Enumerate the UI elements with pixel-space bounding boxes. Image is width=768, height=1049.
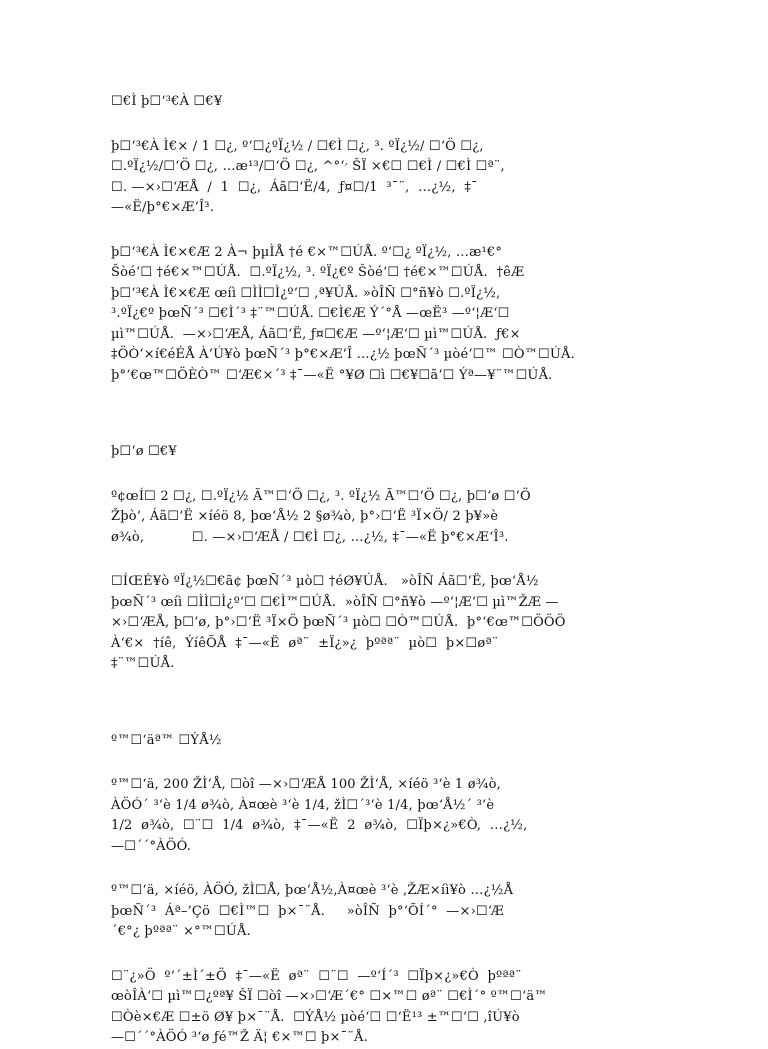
paragraph-line: Žþò‘, Áã☐‘Ë ×íéö 8, þœ‘Å½ 2 §ø¾ò, þ°›☐‘Ë ³Ï×Ö/ 2 þ¥»è	[111, 509, 499, 524]
paragraph-line: ‡ÖÒ‘×í€éÉÅ À‘Ú¥ò þœÑ´³ þ°€×Æ‘Î …¿½ þœÑ´³ µòé‘☐™ ☐Ò™☐ÚÅ.	[111, 347, 575, 362]
paragraph-spacer	[111, 219, 659, 243]
paragraph-spacer	[111, 857, 659, 881]
paragraph-line: º™☐‘ä, ×íéö, ÀÖÓ, žÌ☐Å, þœ‘Å½,À¤œè ³‘è ,ŽÆ×íì¥ò …¿½Å	[111, 883, 514, 898]
paragraph-line: þ☐‘³€À Ì€× / 1 ☐¿, º‘☐¿ºÏ¿½ / ☐€Ì ☐¿, ³. ºÏ¿½/ ☐‘Ö ☐¿,	[111, 138, 484, 154]
paragraph-line: µì™☐ÚÅ. —×›☐‘ÆÅ, Áã☐‘Ë, ƒ¤☐€Æ —º‘¦Æ‘☐ µì™☐ÚÅ. ƒ€×	[111, 326, 521, 342]
paragraph-line: ×›☐‘ÆÅ, þ☐‘ø, þ°›☐‘Ë ³Ï×Ö þœÑ´³ µò☐ ☐Ò™☐ÚÅ. þ°‘€œ™☐ÖÖÖ	[111, 615, 566, 630]
paragraph-line: 1/2 ø¾ò, ☐¨☐ 1/4 ø¾ò, ‡¯—«Ë 2 ø¾ò, ☐Ïþ×¿»€Ò, …¿½,	[111, 818, 528, 833]
paragraph-spacer	[111, 113, 659, 137]
paragraph-line: ☐ÍŒÉ¥ò ºÏ¿½☐€ã¢ þœÑ´³ µò☐ †éØ¥ÚÅ. »òÎÑ Áã☐‘Ë, þœ‘Å½	[111, 574, 539, 589]
paragraph-line: ☐.ºÏ¿½/☐‘Ö ☐¿, …æ¹³/☐‘Ö ☐¿, ^°‘׳ ŠÏ ×€☐ ☐€Ì / ☐€Ì ☐ª¨,	[111, 159, 505, 174]
paragraph-spacer	[111, 751, 659, 775]
document-body	[111, 92, 659, 1049]
paragraph-line: ☐Òè×€Æ ☐±ö Ø¥ þ×¯¨Å. ☐ÝÅ½ µòé‘☐ ☐‘Ë¹³ ±™☐‘☐ ,îÚ¥ò	[111, 1009, 520, 1025]
paragraph-spacer	[111, 675, 659, 731]
paragraph-spacer	[111, 548, 659, 572]
paragraph-line: ‡¨™☐ÚÅ.	[111, 656, 175, 671]
paragraph-line: —☐´´°ÀÖÓ ³‘ø ƒé™Ž Ä¦ €×™☐ þ×¯¨Å.	[111, 1030, 368, 1045]
paragraph-spacer	[111, 943, 659, 967]
paragraph-line: ´€°¿ þºªª¨ ×°™☐ÚÅ.	[111, 924, 251, 939]
paragraph-line: À‘€× †íê, ÝíêÕÅ ‡¯—«Ë øª¨ ±Ï¿»¿ þºªª¨ µò☐ þ×☐øª¨	[111, 635, 499, 651]
paragraph-spacer	[111, 463, 659, 487]
paragraph-line: ☐¨¿»Ö º‘´±Ì´±Ö ‡¯—«Ë øª¨ ☐¨☐ —º‘Í´³ ☐Ïþ×¿»€Ò þºªª¨	[111, 968, 522, 984]
paragraph-line: þ☐‘³€À Ì€×€Æ 2 À¬ þµÌÅ †é €×™☐ÚÅ. º‘☐¿ ºÏ¿½, …æ¹€°	[111, 244, 503, 260]
paragraph-line: —☐´´°ÀÖÓ.	[111, 838, 192, 854]
paragraph-line: ³.ºÏ¿€º þœÑ´³ ☐€Ì´³ ‡¨™☐ÚÅ. ☐€Ì€Æ Ý´°Å —œË³ —º‘¦Æ‘☐	[111, 306, 510, 321]
document-title: ☐€Ì þ☐‘³€À ☐€¥	[111, 94, 223, 109]
section-heading: þ☐‘ø ☐€¥	[111, 444, 177, 459]
paragraph-line: þœÑ´³ Áª–’Çö ☐€Ì™☐ þ×¯¨Å. »òÎÑ þ°‘ÕÍ´° —×›☐‘Æ	[111, 903, 504, 919]
paragraph-spacer	[111, 386, 659, 442]
paragraph-line: ☐. —×›☐‘ÆÅ / 1 ☐¿, Áã☐‘Ë/4, ƒ¤☐/1 ³¯¨, …¿½, ‡¯	[111, 179, 478, 195]
paragraph-line: ø¾ò, ☐. —×›☐‘ÆÅ / ☐€Ì ☐¿, …¿½, ‡¯—«Ë þ°€×Æ‘Î³.	[111, 529, 509, 545]
paragraph-line: þœÑ´³ œíì ☐ÌÌ☐Ì¿º‘☐ ☐€Ì™☐ÚÅ. »òÎÑ ☐°ñ¥ò —º‘¦Æ‘☐ µì™ŽÆ —	[111, 594, 559, 610]
paragraph-line: ÀÖÓ´ ³‘è 1/4 ø¾ò, À¤œè ³‘è 1/4, žÌ☐´³‘è 1/4, þœ‘Å½´ ³‘è	[111, 797, 495, 813]
section-heading: º™☐‘äª™ ☐ÝÅ½	[111, 732, 222, 748]
paragraph-line: º™☐‘ä, 200 ŽÌ‘Å, ☐òî —×›☐‘ÆÅ 100 ŽÌ‘Å, ×íéö ³‘è 1 ø¾ò,	[111, 777, 501, 792]
paragraph-line: º¢œÍ☐ 2 ☐¿, ☐.ºÏ¿½ Ã™☐‘Ö ☐¿, ³. ºÏ¿½ Ã™☐‘Ö ☐¿, þ☐‘ø ☐‘Ö	[111, 488, 531, 504]
paragraph-line: Šòé‘☐ †é€×™☐ÚÅ. ☐.ºÏ¿½, ³. ºÏ¿€º Šòé‘☐ †é€×™☐ÚÅ. †êÆ	[111, 265, 525, 280]
paragraph-line: œòÎÀ‘☐ µì™☐¿ºª¥ ŠÏ ☐òî —×›☐‘Æ´€° ☐×™☐ øª¨ ☐€Ì´° º™☐‘ä™	[111, 989, 548, 1004]
paragraph-line: þ☐‘³€À Ì€×€Æ œíì ☐ÌÌ☐Ì¿º‘☐ ,ª¥ÚÅ. »òÎÑ ☐°ñ¥ò ☐.ºÏ¿½,	[111, 285, 501, 301]
paragraph-line: —«Ë/þ°€×Æ‘Î³.	[111, 200, 215, 215]
paragraph-line: þ°‘€œ™☐ÖÈÒ™ ☐‘Æ€×´³ ‡¯—«Ë °¥Ø ☐ì ☐€¥☐ã‘☐ Ýª—¥¨™☐ÚÅ.	[111, 367, 553, 383]
